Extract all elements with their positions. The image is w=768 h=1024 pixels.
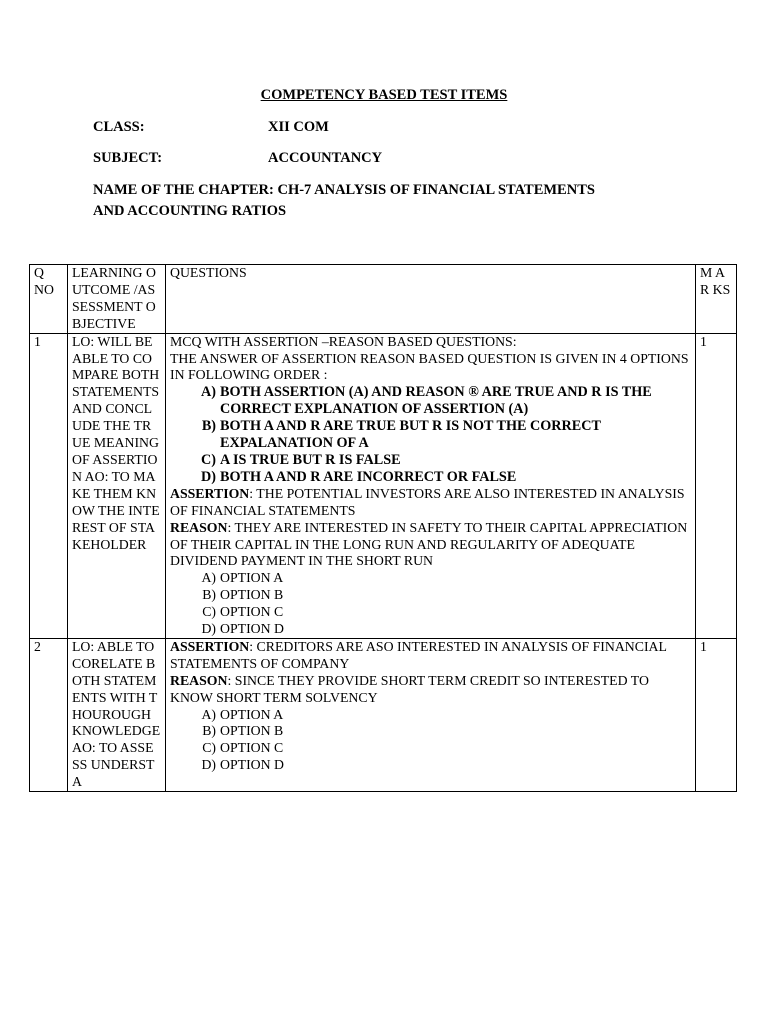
option-item: B) OPTION B <box>202 723 284 739</box>
option-item: D) OPTION D <box>201 621 284 637</box>
answer-key-item: A) BOTH ASSERTION (A) AND REASON ® ARE TRUE AND R IS THE CORRECT EXPLANATION OF ASSERTION (A) <box>201 384 652 418</box>
questions-table <box>29 264 737 792</box>
subject-line <box>93 150 383 167</box>
row-marks: 1 <box>696 638 737 791</box>
question-intro: MCQ WITH ASSERTION –REASON BASED QUESTIONS: <box>170 333 517 349</box>
header-qno: Q NO <box>30 265 68 334</box>
table-row <box>30 333 737 638</box>
row-question <box>166 638 696 791</box>
row-qno: 1 <box>30 333 68 638</box>
subject-value: ACCOUNTANCY <box>268 150 383 166</box>
answer-key-item: D) BOTH A AND R ARE INCORRECT OR FALSE <box>201 468 517 485</box>
option-item: C) OPTION C <box>202 740 284 756</box>
table-row <box>30 638 737 791</box>
reason-statement: REASON: THEY ARE INTERESTED IN SAFETY TO THEIR CAPITAL APPRECIATION OF THEIR CAPITAL IN THE LONG RUN AND REGULARITY OF ADEQUATE DIVIDEND PAYMENT IN THE SHORT RUN <box>170 519 688 569</box>
answer-key-item: C) A IS TRUE BUT R IS FALSE <box>201 451 401 468</box>
assertion-statement: ASSERTION: CREDITORS ARE ASO INTERESTED IN ANALYSIS OF FINANCIAL STATEMENTS OF COMPANY <box>170 638 667 671</box>
chapter-name <box>93 180 595 222</box>
row-question <box>166 333 696 638</box>
assertion-statement: ASSERTION: THE POTENTIAL INVESTORS ARE ALSO INTERESTED IN ANALYSIS OF FINANCIAL STATEMENTS <box>170 485 685 518</box>
class-value: XII COM <box>268 119 329 135</box>
answer-key-list <box>170 384 691 485</box>
option-item: A) OPTION A <box>201 570 284 586</box>
options-list <box>170 707 691 775</box>
row-marks: 1 <box>696 333 737 638</box>
row-qno: 2 <box>30 638 68 791</box>
chapter-line-1: NAME OF THE CHAPTER: CH-7 ANALYSIS OF FINANCIAL STATEMENTS <box>93 182 595 198</box>
answer-key-item: B) BOTH A AND R ARE TRUE BUT R IS NOT THE CORRECT EXPALANATION OF A <box>201 418 601 452</box>
reason-statement: REASON: SINCE THEY PROVIDE SHORT TERM CREDIT SO INTERESTED TO KNOW SHORT TERM SOLVENCY <box>170 672 649 705</box>
option-item: A) OPTION A <box>201 706 284 722</box>
header-marks: M AR KS <box>696 265 737 334</box>
header-learning-outcome: LEARNING OUTCOME /ASSESSMENT OBJECTIVE <box>68 265 166 334</box>
options-list <box>170 570 691 638</box>
option-item: D) OPTION D <box>201 757 284 773</box>
table-header-row <box>30 265 737 334</box>
document-title: COMPETENCY BASED TEST ITEMS <box>260 87 508 103</box>
chapter-line-2: AND ACCOUNTING RATIOS <box>93 203 287 219</box>
class-line <box>93 119 329 136</box>
class-label: CLASS: <box>93 119 145 135</box>
row-learning-outcome: LO: ABLE TO CORELATE BOTH STATEMENTS WITH THOUROUGH KNOWLEDGE AO: TO ASSESS UNDERSTA <box>68 638 166 791</box>
option-item: B) OPTION B <box>202 587 284 603</box>
row-learning-outcome: LO: WILL BE ABLE TO COMPARE BOTH STATEMENTS AND CONCLUDE THE TRUE MEANING OF ASSERTION AO: TO MAKE THEM KNOW THE INTEREST OF STAKEHOLDER <box>68 333 166 638</box>
header-questions: QUESTIONS <box>166 265 696 334</box>
subject-label: SUBJECT: <box>93 150 163 166</box>
option-item: C) OPTION C <box>202 604 284 620</box>
question-instruction: THE ANSWER OF ASSERTION REASON BASED QUESTION IS GIVEN IN 4 OPTIONS IN FOLLOWING ORDER : <box>170 350 689 383</box>
